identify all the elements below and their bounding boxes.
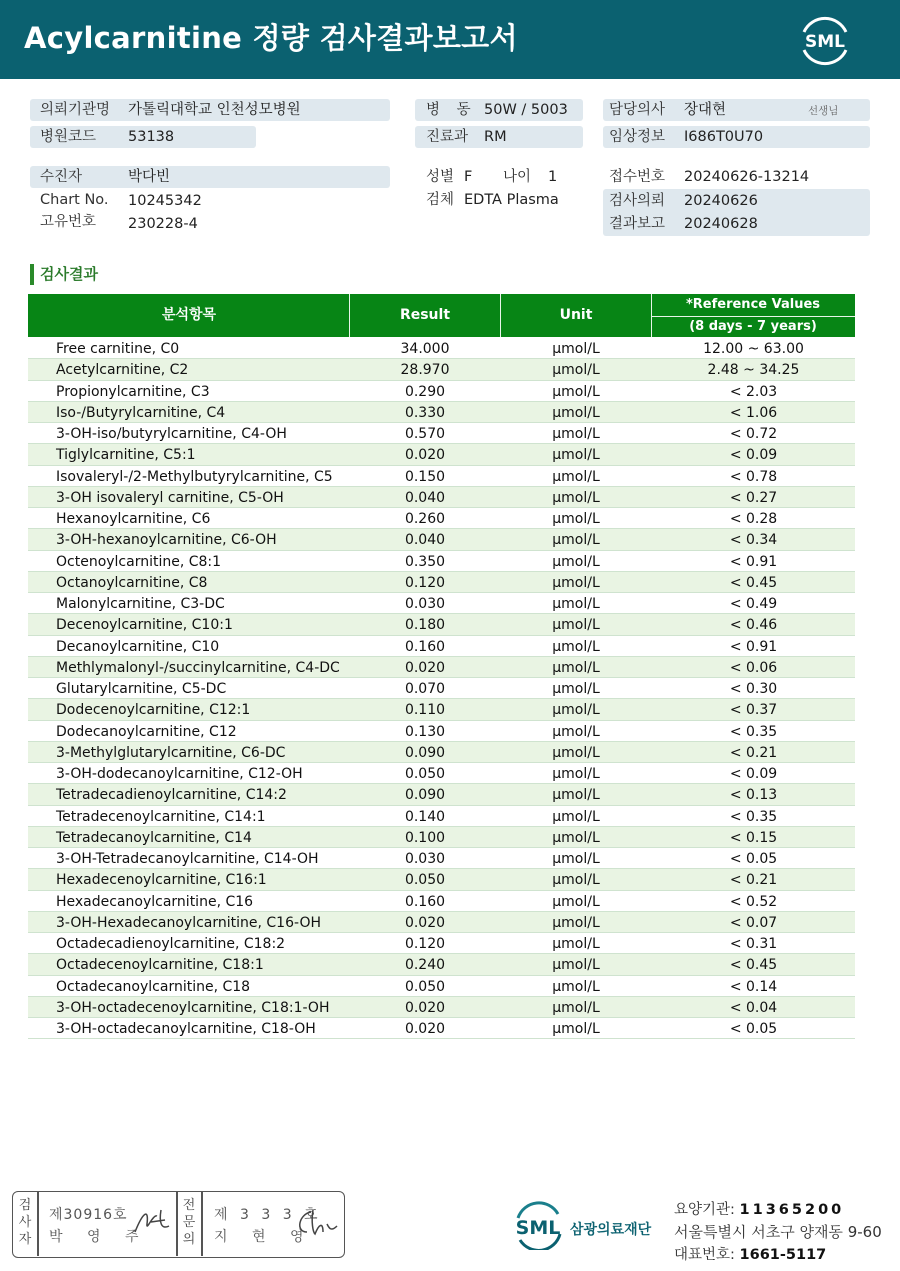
reference-value: < 0.05 <box>729 1021 778 1037</box>
reference-value: < 0.35 <box>729 808 778 825</box>
reference-value: < 0.05 <box>729 851 778 867</box>
analyte-name: Octadecenoylcarnitine, C18:1 <box>56 957 264 974</box>
analyte-name: 3-OH-iso/butyrylcarnitine, C4-OH <box>56 426 287 442</box>
result-value: 0.160 <box>404 638 446 655</box>
doctor-value: 장대현 <box>684 102 727 118</box>
signature-box <box>12 1191 345 1258</box>
institution-value: 가톨릭대학교 인천성모병원 <box>128 102 301 118</box>
reference-value: < 0.06 <box>729 659 778 676</box>
reference-value: < 0.45 <box>729 574 778 591</box>
result-value: 0.120 <box>404 936 446 952</box>
table-row <box>28 636 855 657</box>
table-row <box>28 678 855 699</box>
report-header <box>0 0 900 79</box>
analyte-name: 3-OH-octadecanoylcarnitine, C18-OH <box>56 1021 316 1037</box>
reference-value: < 0.31 <box>729 936 778 952</box>
table-row <box>28 529 855 550</box>
table-row <box>28 954 855 975</box>
unit-value: μmol/L <box>552 362 600 379</box>
result-value: 0.040 <box>404 532 446 549</box>
table-row <box>28 848 855 869</box>
table-row <box>28 869 855 890</box>
reference-value: < 0.72 <box>729 426 778 442</box>
patient-value: 박다빈 <box>128 169 171 185</box>
unit-value: μmol/L <box>552 999 600 1016</box>
unit-value: μmol/L <box>552 744 600 761</box>
result-value: 0.180 <box>404 617 446 634</box>
analyte-name: Propionylcarnitine, C3 <box>56 383 210 400</box>
unit-value: μmol/L <box>552 893 600 910</box>
analyte-name: Octadecadienoylcarnitine, C18:2 <box>56 936 286 952</box>
reference-value: < 0.30 <box>729 681 778 697</box>
reference-value: < 0.15 <box>729 829 778 846</box>
age-label: 나이 <box>503 169 532 185</box>
reference-value: < 0.04 <box>729 999 778 1016</box>
result-value: 0.240 <box>404 957 446 974</box>
unit-value: μmol/L <box>552 723 600 740</box>
accession-value: 20240626-13214 <box>684 169 810 185</box>
hospital-code-label: 병원코드 <box>40 129 97 145</box>
table-row <box>28 976 855 997</box>
sml-logo-icon <box>796 12 854 66</box>
reference-value: < 0.37 <box>729 702 778 719</box>
analyte-name: Dodecanoylcarnitine, C12 <box>56 723 237 740</box>
unit-value: μmol/L <box>552 936 600 952</box>
analyte-name: Acetylcarnitine, C2 <box>56 362 189 379</box>
table-row <box>28 593 855 614</box>
result-value: 0.020 <box>404 999 446 1016</box>
specialist-vertical-label: 전 문 의 <box>182 1198 196 1247</box>
result-value: 0.290 <box>404 383 446 400</box>
examiner-name: 박 영 주 <box>49 1229 149 1245</box>
specimen-value: EDTA Plasma <box>464 192 559 208</box>
analyte-name: Hexanoylcarnitine, C6 <box>56 511 211 527</box>
unit-value: μmol/L <box>552 766 600 782</box>
result-value: 0.020 <box>404 659 446 676</box>
reference-value: < 0.78 <box>729 468 778 485</box>
department-label: 진료과 <box>426 129 469 145</box>
table-row <box>28 912 855 933</box>
result-value: 0.050 <box>404 766 446 782</box>
hospital-code-value: 53138 <box>128 129 175 145</box>
table-row <box>28 359 855 380</box>
chart-value: 10245342 <box>128 193 202 209</box>
reference-value: < 2.03 <box>729 383 778 400</box>
reference-value: < 0.91 <box>729 638 778 655</box>
table-row <box>28 614 855 635</box>
reference-value: < 0.91 <box>729 553 778 570</box>
reference-value: 12.00 ~ 63.00 <box>703 341 804 357</box>
unit-value: μmol/L <box>552 851 600 867</box>
table-row <box>28 551 855 572</box>
table-row <box>28 466 855 487</box>
reference-value: < 0.21 <box>729 872 778 889</box>
table-row <box>28 742 855 763</box>
report-date-label: 결과보고 <box>609 216 666 232</box>
examiner-signature-icon <box>131 1204 175 1240</box>
reference-value: < 0.49 <box>729 596 778 612</box>
section-title: 검사결과 <box>40 265 98 283</box>
chart-label: Chart No. <box>40 192 109 208</box>
specialist-signature-icon <box>293 1206 341 1240</box>
analyte-name: Dodecenoylcarnitine, C12:1 <box>56 702 251 719</box>
table-row <box>28 933 855 954</box>
analyte-name: 3-OH-Tetradecanoylcarnitine, C14-OH <box>56 851 319 867</box>
unit-value: μmol/L <box>552 511 600 527</box>
table-row <box>28 657 855 678</box>
table-row <box>28 338 855 359</box>
result-value: 0.020 <box>404 914 446 931</box>
institution-code-line <box>674 1198 844 1219</box>
result-value: 0.570 <box>404 426 446 442</box>
doctor-suffix: 선생님 <box>808 105 839 117</box>
result-value: 0.140 <box>404 808 446 825</box>
result-value: 0.050 <box>404 978 446 995</box>
request-label: 검사의뢰 <box>609 193 666 209</box>
reference-value: < 0.27 <box>729 489 778 506</box>
result-value: 0.130 <box>404 723 446 740</box>
analyte-name: 3-OH isovaleryl carnitine, C5-OH <box>56 489 284 506</box>
unique-id-label: 고유번호 <box>40 214 97 230</box>
header-item: 분석항목 <box>161 307 217 323</box>
table-row <box>28 763 855 784</box>
table-row <box>28 423 855 444</box>
clinical-info-value: I686T0U70 <box>684 129 764 145</box>
reference-value: < 1.06 <box>729 404 778 421</box>
unit-value: μmol/L <box>552 681 600 697</box>
analyte-name: Decenoylcarnitine, C10:1 <box>56 617 233 634</box>
header-reference-range: (8 days - 7 years) <box>689 319 817 334</box>
doctor-label: 담당의사 <box>609 102 666 118</box>
unit-value: μmol/L <box>552 808 600 825</box>
analyte-name: Glutarylcarnitine, C5-DC <box>56 681 227 697</box>
logo-text: SML <box>805 32 845 52</box>
result-value: 0.160 <box>404 893 446 910</box>
result-value: 0.100 <box>404 829 446 846</box>
unit-value: μmol/L <box>552 596 600 612</box>
reference-value: < 0.52 <box>729 893 778 910</box>
department-value: RM <box>484 129 507 145</box>
analyte-name: Tetradecanoylcarnitine, C14 <box>56 829 252 846</box>
table-row <box>28 1018 855 1039</box>
analyte-name: Tetradecenoylcarnitine, C14:1 <box>56 808 266 825</box>
examiner-license: 제30916호 <box>49 1207 128 1223</box>
unit-value: μmol/L <box>552 404 600 421</box>
analyte-name: Octadecanoylcarnitine, C18 <box>56 978 251 995</box>
reference-value: < 0.21 <box>729 744 778 761</box>
result-value: 0.050 <box>404 872 446 889</box>
unit-value: μmol/L <box>552 553 600 570</box>
result-value: 0.030 <box>404 596 446 612</box>
reference-value: < 0.07 <box>729 914 778 931</box>
analyte-name: Octanoylcarnitine, C8 <box>56 574 208 591</box>
unit-value: μmol/L <box>552 426 600 442</box>
address-line: 서울특별시 서초구 양재동 9-60 <box>674 1223 882 1241</box>
analyte-name: Methlymalonyl-/succinylcarnitine, C4-DC <box>56 659 340 676</box>
unit-value: μmol/L <box>552 659 600 676</box>
unit-value: μmol/L <box>552 617 600 634</box>
analyte-name: 3-OH-octadecenoylcarnitine, C18:1-OH <box>56 999 330 1016</box>
analyte-name: Decanoylcarnitine, C10 <box>56 638 220 655</box>
table-row <box>28 444 855 465</box>
result-value: 0.110 <box>404 702 446 719</box>
result-value: 0.350 <box>404 553 446 570</box>
table-row <box>28 572 855 593</box>
table-row <box>28 997 855 1018</box>
ward-value: 50W / 5003 <box>484 102 568 118</box>
reference-value: 2.48 ~ 34.25 <box>707 362 800 379</box>
analyte-name: Isovaleryl-/2-Methylbutyrylcarnitine, C5 <box>56 468 333 485</box>
results-table-header <box>28 294 855 337</box>
analyte-name: Hexadecanoylcarnitine, C16 <box>56 893 254 910</box>
unit-value: μmol/L <box>552 872 600 889</box>
unit-value: μmol/L <box>552 1021 600 1037</box>
unit-value: μmol/L <box>552 383 600 400</box>
table-row <box>28 487 855 508</box>
table-row <box>28 699 855 720</box>
accession-label: 접수번호 <box>609 169 666 185</box>
reference-value: < 0.35 <box>729 723 778 740</box>
unit-value: μmol/L <box>552 638 600 655</box>
reference-value: < 0.34 <box>729 532 778 549</box>
reference-value: < 0.14 <box>729 978 778 995</box>
phone-value: 1661-5117 <box>739 1247 827 1263</box>
footer-logo-text: SML <box>515 1217 561 1239</box>
unit-value: μmol/L <box>552 489 600 506</box>
patient-pill <box>30 166 390 188</box>
unit-value: μmol/L <box>552 829 600 846</box>
analyte-name: Free carnitine, C0 <box>56 341 180 357</box>
table-row <box>28 784 855 805</box>
unit-value: μmol/L <box>552 702 600 719</box>
unit-value: μmol/L <box>552 914 600 931</box>
result-value: 34.000 <box>400 341 450 357</box>
unit-value: μmol/L <box>552 341 600 357</box>
results-table-body <box>28 338 855 1039</box>
request-value: 20240626 <box>684 193 758 209</box>
unit-value: μmol/L <box>552 447 600 464</box>
header-unit: Unit <box>559 307 593 323</box>
reference-value: < 0.28 <box>729 511 778 527</box>
unit-value: μmol/L <box>552 468 600 485</box>
reference-value: < 0.46 <box>729 617 778 634</box>
analyte-name: Tiglylcarnitine, C5:1 <box>56 447 196 464</box>
result-value: 28.970 <box>400 362 450 379</box>
result-value: 0.020 <box>404 447 446 464</box>
unit-value: μmol/L <box>552 787 600 804</box>
reference-value: < 0.13 <box>729 787 778 804</box>
analyte-name: Malonylcarnitine, C3-DC <box>56 596 225 612</box>
analyte-name: Octenoylcarnitine, C8:1 <box>56 553 222 570</box>
sex-value: F <box>464 169 473 185</box>
table-row <box>28 891 855 912</box>
analyte-name: Iso-/Butyrylcarnitine, C4 <box>56 404 226 421</box>
analyte-name: 3-OH-Hexadecanoylcarnitine, C16-OH <box>56 914 321 931</box>
analyte-name: 3-OH-dodecanoylcarnitine, C12-OH <box>56 766 303 782</box>
table-row <box>28 827 855 848</box>
institution-label: 의뢰기관명 <box>40 102 111 118</box>
result-value: 0.330 <box>404 404 446 421</box>
result-value: 0.090 <box>404 744 446 761</box>
table-row <box>28 806 855 827</box>
result-value: 0.070 <box>404 681 446 697</box>
institution-code-label: 요양기관: <box>674 1202 735 1218</box>
table-row <box>28 402 855 423</box>
phone-label: 대표번호: <box>674 1247 735 1263</box>
institution-code-value: 11365200 <box>739 1202 845 1218</box>
table-row <box>28 508 855 529</box>
clinical-info-label: 임상정보 <box>609 129 666 145</box>
section-marker <box>30 264 34 285</box>
reference-value: < 0.45 <box>729 957 778 974</box>
examiner-vertical-label: 검 사 자 <box>18 1198 32 1247</box>
sml-foundation-logo-icon <box>512 1200 662 1250</box>
specimen-label: 검체 <box>426 192 455 208</box>
ward-label: 병 동 <box>426 102 477 118</box>
phone-line <box>674 1243 826 1264</box>
result-value: 0.030 <box>404 851 446 867</box>
unit-value: μmol/L <box>552 574 600 591</box>
analyte-name: Tetradecadienoylcarnitine, C14:2 <box>56 787 287 804</box>
unit-value: μmol/L <box>552 532 600 549</box>
table-row <box>28 721 855 742</box>
age-value: 1 <box>548 169 558 185</box>
result-value: 0.260 <box>404 511 446 527</box>
analyte-name: Hexadecenoylcarnitine, C16:1 <box>56 872 267 889</box>
specialist-license: 제 3 3 3 호 <box>214 1207 322 1223</box>
result-value: 0.090 <box>404 787 446 804</box>
analyte-name: 3-Methylglutarylcarnitine, C6-DC <box>56 744 286 761</box>
result-value: 0.150 <box>404 468 446 485</box>
analyte-name: 3-OH-hexanoylcarnitine, C6-OH <box>56 532 277 549</box>
header-result: Result <box>399 307 451 323</box>
unit-value: μmol/L <box>552 978 600 995</box>
sex-label: 성별 <box>426 169 455 185</box>
result-value: 0.120 <box>404 574 446 591</box>
result-value: 0.040 <box>404 489 446 506</box>
unit-value: μmol/L <box>552 957 600 974</box>
unique-id-value: 230228-4 <box>128 216 198 232</box>
header-reference: *Reference Values <box>685 297 821 312</box>
result-value: 0.020 <box>404 1021 446 1037</box>
reference-value: < 0.09 <box>729 766 778 782</box>
specialist-name: 지 현 영 <box>214 1229 314 1245</box>
patient-label: 수진자 <box>40 169 83 185</box>
report-title: Acylcarnitine 정량 검사결과보고서 <box>24 21 518 55</box>
reference-value: < 0.09 <box>729 447 778 464</box>
foundation-name: 삼광의료재단 <box>570 1222 652 1238</box>
report-date-value: 20240628 <box>684 216 758 232</box>
table-row <box>28 381 855 402</box>
